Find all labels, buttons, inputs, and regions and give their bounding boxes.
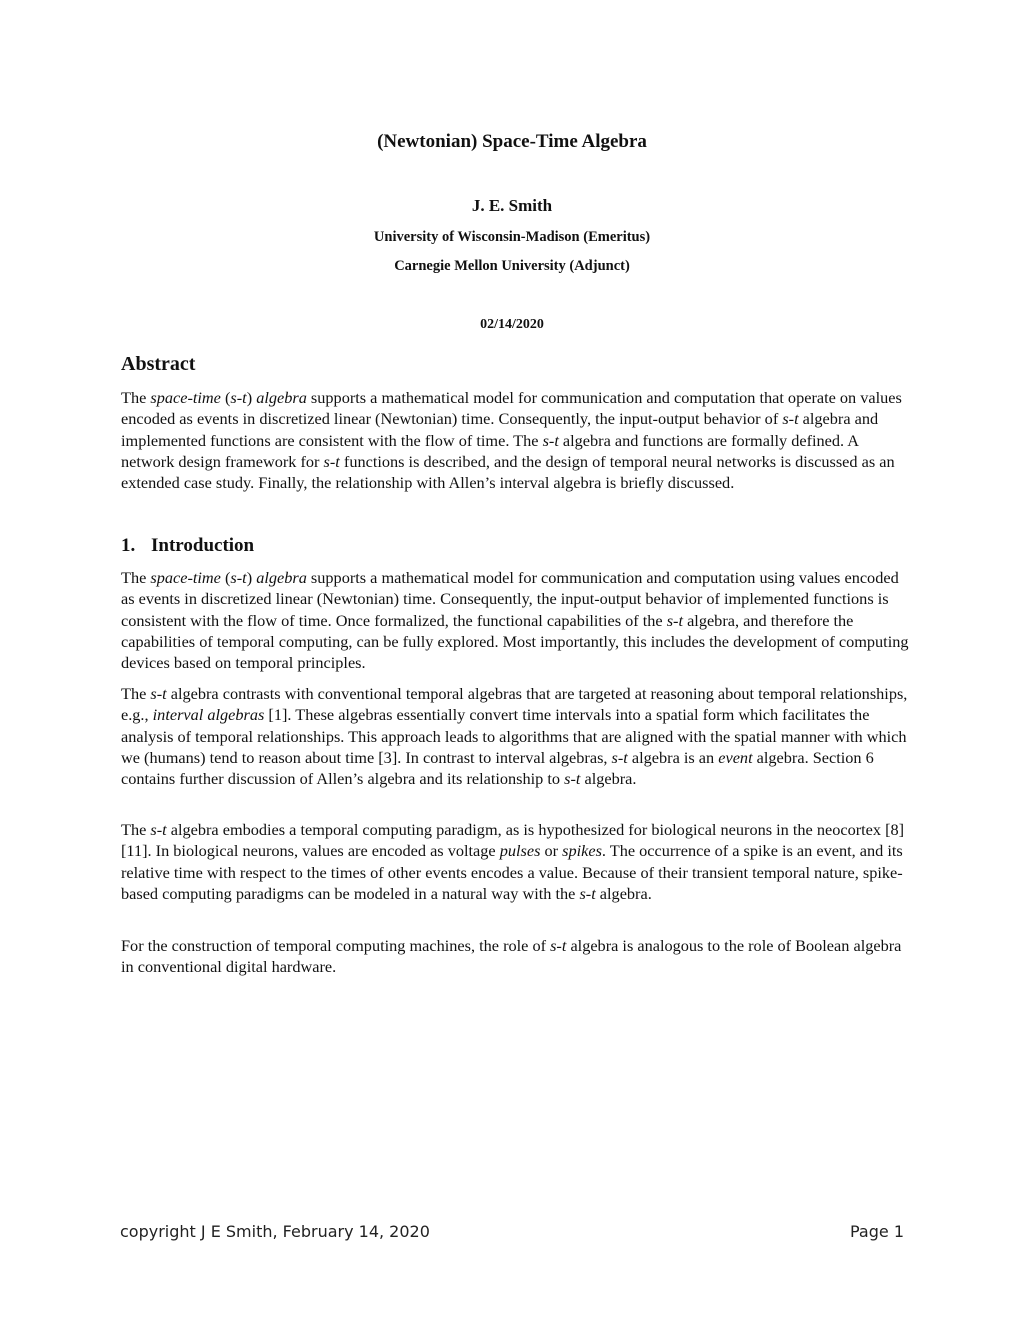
introduction-heading [121,535,254,557]
intro-paragraph-2: The s-t algebra contrasts with conventional temporal algebras that are targeted at reasoning about temporal relationships, e.g., interval algebras [1]. These algebras essentially convert time intervals into a spatial form which facilitates the analysis of temporal relationships. This approach leads to algorithms that are aligned with the spatial manner with which we (humans) tend to reason about time [3]. In contrast to interval algebras, s-t algebra is an event algebra. Section 6 contains further discussion of Allen’s algebra and its relationship to s-t algebra. [121,684,908,789]
intro-paragraph-3: The s-t algebra embodies a temporal computing paradigm, as is hypothesized for biological neurons in the neocortex [8][11]. In biological neurons, values are encoded as voltage pulses or spikes. The occurrence of a spike is an event, and its relative time with respect to the times of other events encodes a value. Because of their transient temporal nature, spike-based computing paradigms can be modeled in a natural way with the s-t algebra. [121,820,905,903]
section-title: Introduction [151,535,255,556]
abstract-paragraph: The space-time (s-t) algebra supports a mathematical model for communication and computation that operate on values encoded as events in discretized linear (Newtonian) time. Consequently, the input-output behavior of s-t algebra and implemented functions are consistent with the flow of time. The s-t algebra and functions are formally defined. A network design framework for s-t functions is described, and the design of temporal neural networks is discussed as an extended case study. Finally, the relationship with Allen’s interval algebra is briefly discussed. [121,388,902,493]
affiliation-1: University of Wisconsin-Madison (Emeritus) [373,229,651,245]
affiliation-2: Carnegie Mellon University (Adjunct) [394,258,630,274]
paper-title: (Newtonian) Space-Time Algebra [377,131,647,152]
footer-copyright: copyright J E Smith, February 14, 2020 [120,1222,430,1241]
author-name: J. E. Smith [471,196,553,215]
publication-date: 02/14/2020 [480,317,544,332]
intro-paragraph-4: For the construction of temporal computing machines, the role of s-t algebra is analogous to the role of Boolean algebra in conventional digital hardware. [121,936,902,977]
intro-paragraph-1: The space-time (s-t) algebra supports a mathematical model for communication and computation using values encoded as events in discretized linear (Newtonian) time. Consequently, the input-output behavior of implemented functions is consistent with the flow of time. Once formalized, the functional capabilities of the s-t algebra, and therefore the capabilities of temporal computing, can be fully explored. Most importantly, this includes the development of computing devices based on temporal principles. [121,568,909,673]
footer-page-number: Page 1 [850,1222,904,1241]
abstract-heading: Abstract [121,353,196,375]
section-number: 1. [121,535,136,556]
